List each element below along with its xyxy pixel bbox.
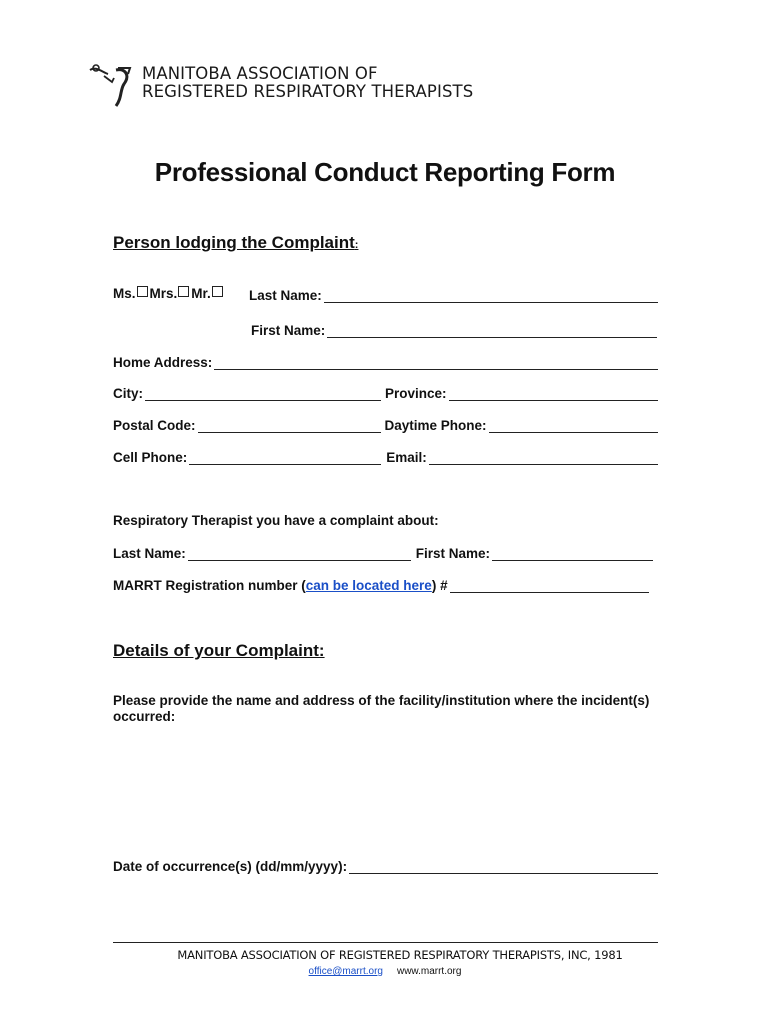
title-mr-label: Mr. <box>191 286 211 301</box>
home-address-row <box>113 352 658 370</box>
title-mr-checkbox[interactable] <box>212 286 223 297</box>
occurrence-date-row <box>113 856 658 874</box>
details-heading: Details of your Complaint: <box>113 641 325 660</box>
org-name <box>142 65 473 101</box>
postal-phone-row <box>113 415 658 433</box>
therapist-first-name-field[interactable] <box>492 548 653 561</box>
registration-prefix: MARRT Registration number ( <box>113 578 306 593</box>
email-field[interactable] <box>429 452 658 465</box>
org-name-line2: REGISTERED RESPIRATORY THERAPISTS <box>142 82 474 101</box>
complainant-last-name-field[interactable] <box>324 290 658 303</box>
postal-code-field[interactable] <box>198 420 381 433</box>
title-mrs-label: Mrs. <box>149 286 178 301</box>
email-label: Email: <box>386 450 427 465</box>
complainant-last-name-row <box>249 285 658 303</box>
title-ms-label: Ms. <box>113 286 136 301</box>
city-label: City: <box>113 386 143 401</box>
city-field[interactable] <box>145 388 381 401</box>
therapist-last-name-field[interactable] <box>188 548 411 561</box>
facility-answer-area[interactable] <box>113 727 658 837</box>
cell-phone-field[interactable] <box>189 452 381 465</box>
org-logo <box>86 60 486 110</box>
footer-divider <box>113 942 658 943</box>
daytime-phone-label: Daytime Phone: <box>384 418 487 433</box>
org-name-line1: MANITOBA ASSOCIATION OF <box>142 64 378 83</box>
therapist-intro: Respiratory Therapist you have a complaint about: <box>113 513 439 528</box>
facility-prompt: Please provide the name and address of the facility/institution where the incident(s) occurred: <box>113 693 650 724</box>
therapist-first-name-label: First Name: <box>415 546 491 561</box>
title-ms-checkbox[interactable] <box>137 286 148 297</box>
footer-website: www.marrt.org <box>396 966 462 977</box>
city-province-row <box>113 383 658 401</box>
registration-label <box>113 578 448 593</box>
registration-suffix: ) # <box>431 578 448 593</box>
cell-email-row <box>113 447 658 465</box>
province-field[interactable] <box>449 388 658 401</box>
province-label: Province: <box>385 386 447 401</box>
complainant-heading-colon: : <box>354 239 359 251</box>
registration-number-field[interactable] <box>450 580 649 593</box>
cell-phone-label: Cell Phone: <box>113 450 188 465</box>
complainant-heading-text: Person lodging the Complaint <box>113 233 355 252</box>
footer-contact <box>0 966 770 977</box>
title-mrs-checkbox[interactable] <box>178 286 189 297</box>
occurrence-date-field[interactable] <box>349 861 658 874</box>
home-address-label: Home Address: <box>113 355 213 370</box>
complainant-heading <box>113 233 358 253</box>
complainant-first-name-field[interactable] <box>327 325 657 338</box>
occurrence-date-label: Date of occurrence(s) (dd/mm/yyyy): <box>113 859 348 874</box>
complainant-first-name-label: First Name: <box>251 323 326 338</box>
registration-lookup-link[interactable]: can be located here <box>305 578 432 593</box>
postal-code-label: Postal Code: <box>113 418 196 433</box>
home-address-field[interactable] <box>214 357 658 370</box>
footer-email-link[interactable]: office@marrt.org <box>308 966 383 977</box>
footer-org-name: MANITOBA ASSOCIATION OF REGISTERED RESPIRATORY THERAPISTS, INC, 1981 <box>177 948 623 962</box>
registration-row <box>113 575 649 593</box>
daytime-phone-field[interactable] <box>489 420 658 433</box>
complainant-first-name-row <box>251 320 657 338</box>
complainant-last-name-label: Last Name: <box>249 288 322 303</box>
therapist-name-row <box>113 543 653 561</box>
page-title: Professional Conduct Reporting Form <box>154 157 616 187</box>
logo-mark-icon <box>86 62 136 108</box>
salutation-group <box>113 286 225 301</box>
therapist-last-name-label: Last Name: <box>113 546 186 561</box>
